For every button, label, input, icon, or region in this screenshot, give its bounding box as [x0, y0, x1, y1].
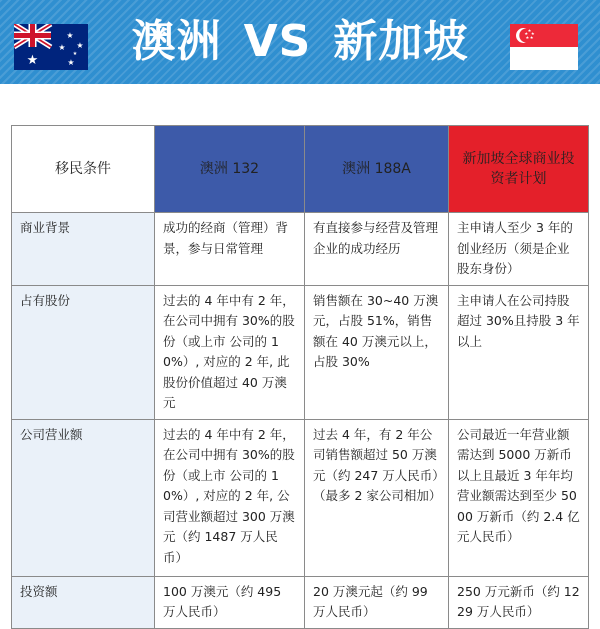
table-cell: 20 万澳元起（约 99 万人民币）	[305, 576, 449, 628]
table-cell: 成功的经商（管理）背景，参与日常管理	[155, 213, 305, 286]
header-singapore-gip: 新加坡全球商业投资者计划	[449, 126, 589, 213]
singapore-flag-icon	[510, 24, 578, 70]
row-label-business-background: 商业背景	[12, 213, 155, 286]
svg-text:★: ★	[529, 35, 534, 41]
table-cell: 主申请人在公司持股超过 30%且持股 3 年以上	[449, 285, 589, 419]
table-cell: 主申请人至少 3 年的创业经历（须是企业股东身份）	[449, 213, 589, 286]
table-row	[12, 285, 589, 419]
svg-text:★: ★	[76, 41, 84, 50]
svg-text:★: ★	[530, 31, 535, 36]
table-cell: 有直接参与经营及管理企业的成功经历	[305, 213, 449, 286]
title-singapore: 新加坡	[333, 16, 469, 67]
table-cell: 公司最近一年营业额需达到 5000 万新币以上且最近 3 年年均营业额需达到至少 5000 万新币（约 2.4 亿元人民币）	[449, 419, 589, 576]
table-cell: 过去的 4 年中有 2 年，在公司中拥有 30%的股份（或上市 公司的 10%）, 对应的 2 年, 此股份价值超过 40 万澳元	[155, 285, 305, 419]
title-banner	[0, 0, 600, 84]
table-cell: 过去的 4 年中有 2 年，在公司中拥有 30%的股份（或上市 公司的 10%）, 对应的 2 年, 公司营业额超过 300 万澳元（约 1487 万人民币）	[155, 419, 305, 576]
title-vs: VS	[243, 16, 312, 67]
header-conditions: 移民条件	[12, 126, 155, 213]
header-australia-188a: 澳洲 188A	[305, 126, 449, 213]
title-australia: 澳洲	[131, 16, 222, 67]
header-australia-132: 澳洲 132	[155, 126, 305, 213]
row-label-investment-amount: 投资额	[12, 576, 155, 628]
svg-text:★: ★	[525, 35, 530, 41]
comparison-table	[11, 125, 589, 629]
svg-text:★: ★	[26, 53, 39, 68]
table-cell: 100 万澳元（约 495 万人民币）	[155, 576, 305, 628]
table-row	[12, 213, 589, 286]
table-cell: 过去 4 年，有 2 年公司销售额超过 50 万澳元（约 247 万人民币）（最多 2 家公司相加）	[305, 419, 449, 576]
table-header-row	[12, 126, 589, 213]
svg-text:★: ★	[72, 51, 78, 57]
svg-text:★: ★	[527, 28, 532, 34]
table-cell: 销售额在 30~40 万澳元，占股 51%，销售额在 40 万澳元以上，占股 30%	[305, 285, 449, 419]
table-row	[12, 419, 589, 576]
svg-text:★: ★	[66, 31, 74, 40]
table-row	[12, 576, 589, 628]
row-label-company-revenue: 公司营业额	[12, 419, 155, 576]
svg-text:★: ★	[67, 58, 75, 67]
svg-text:★: ★	[58, 43, 66, 52]
table-cell: 250 万元新币（约 1229 万人民币）	[449, 576, 589, 628]
row-label-shareholding: 占有股份	[12, 285, 155, 419]
svg-text:★: ★	[524, 31, 529, 36]
